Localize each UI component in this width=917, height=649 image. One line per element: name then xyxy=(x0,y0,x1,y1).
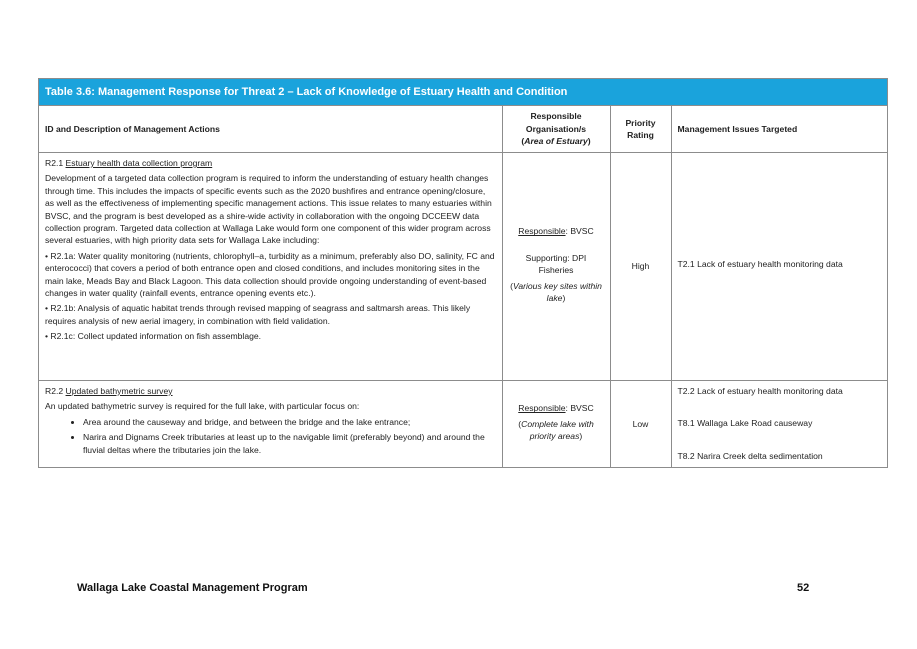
action-cell-r2-1 xyxy=(39,153,502,381)
issue-item: T8.2 Narira Creek delta sedimentation xyxy=(677,450,823,461)
supporting-org: Supporting: DPI Fisheries xyxy=(525,252,587,276)
area-of-estuary: (Various key sites within lake) xyxy=(510,280,602,304)
header-responsible: Responsible Organisation/s (Area of Estuary) xyxy=(502,106,610,153)
table-caption: Table 3.6: Management Response for Threat 2 – Lack of Knowledge of Estuary Health and Condition xyxy=(39,79,887,106)
table-row xyxy=(39,153,887,381)
header-row xyxy=(39,106,887,153)
responsible-value: : BVSC xyxy=(565,226,594,237)
header-issues: Management Issues Targeted xyxy=(671,106,887,153)
responsible-cell-r2-1 xyxy=(502,153,610,381)
header-responsible-label: Responsible Organisation/s xyxy=(525,111,587,134)
issues-cell-r2-2 xyxy=(671,381,887,468)
table-grid xyxy=(39,106,887,467)
list-item: • R2.1b: Analysis of aquatic habitat trends through revised mapping of seagrass and saltmarsh areas. This likely requires analysis of new aerial imagery, in combination with field validation. xyxy=(45,303,471,326)
list-item: • R2.1a: Water quality monitoring (nutrients, chlorophyll–a, turbidity as a minimum, preferably also DO, salinity, FC and enterococci) that covers a period of both entrance open and closed conditions, and includes monitoring sites in the main lake, Meads Bay and Black Lagoon. This data collection should provide ongoing understanding of event-based changes in water quality (rainfall events, entrance opening events etc.). xyxy=(45,250,495,299)
issue-item: T8.1 Wallaga Lake Road causeway xyxy=(677,418,813,429)
responsible-label: Responsible xyxy=(518,226,566,237)
list-item: • Narira and Dignams Creek tributaries at least up to the navigable limit (preferably beyond) and around the fluvial deltas where the tributaries join the lake. xyxy=(83,431,496,456)
header-area-label: Area of Estuary xyxy=(524,136,588,147)
action-description: Development of a targeted data collection program is required to inform the understanding of estuary health changes through time. This includes the impacts of specific events such as the 2020 bushfires and entrance opening/closure, as well as the effectiveness of implementing specific management actions. This issue relates to many estuaries within BVSC, and the program is best developed as a shire-wide activity in collaboration with the ongoing DCCEEW data collection program. Targeted data collection at Wallaga Lake would form one component of this wider program across several estuaries, with high priority data sets for Wallaga Lake including: xyxy=(45,173,492,246)
page-number: 52 xyxy=(797,582,810,594)
priority-rating: Low xyxy=(610,381,671,468)
table-row xyxy=(39,381,887,468)
action-title: R2.2 Updated bathymetric survey xyxy=(45,386,173,396)
action-description: An updated bathymetric survey is required for the full lake, with particular focus on: xyxy=(45,401,360,412)
action-cell-r2-2 xyxy=(39,381,502,468)
list-item: • Area around the causeway and bridge, and between the bridge and the lake entrance; xyxy=(83,416,496,428)
issue-item: T2.1 Lack of estuary health monitoring data xyxy=(677,259,843,269)
responsible-cell-r2-2 xyxy=(502,381,610,468)
management-response-table xyxy=(38,78,888,468)
action-title: R2.1 Estuary health data collection program xyxy=(45,158,213,168)
sub-action-list xyxy=(45,250,496,343)
header-actions: ID and Description of Management Actions xyxy=(39,106,502,153)
responsible-label: Responsible xyxy=(518,403,566,414)
issue-item: T2.2 Lack of estuary health monitoring data xyxy=(677,386,843,396)
list-item: • R2.1c: Collect updated information on fish assemblage. xyxy=(45,331,262,342)
priority-rating: High xyxy=(610,153,671,381)
footer-title: Wallaga Lake Coastal Management Program xyxy=(77,582,308,594)
header-priority: Priority Rating xyxy=(610,106,671,153)
responsible-value: : BVSC xyxy=(565,403,594,414)
issues-cell-r2-1 xyxy=(671,153,887,381)
area-of-estuary: (Complete lake with priority areas) xyxy=(518,418,594,442)
sub-action-list xyxy=(45,416,496,456)
